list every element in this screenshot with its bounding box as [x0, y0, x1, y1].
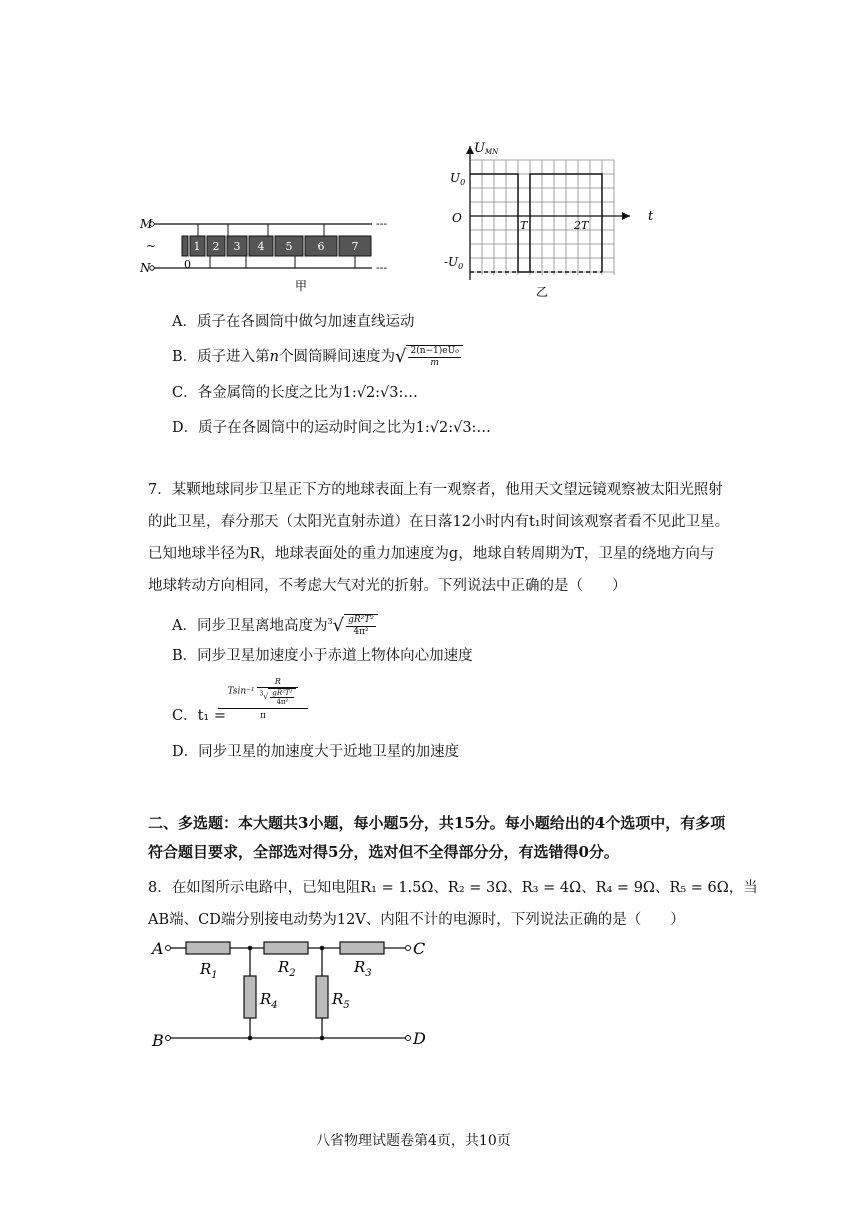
q6-option-b-prefix: B．质子进入第: [172, 349, 270, 365]
resistor-r3: [340, 942, 384, 954]
terminal-B: B: [152, 1031, 164, 1050]
tick-T: T: [520, 219, 528, 232]
sqrt-sign: √: [332, 614, 345, 636]
label-origin: O: [452, 211, 462, 225]
section-2-line-1: 二、多选题：本大题共3小题，每小题5分，共15分。每小题给出的4个选项中，有多项: [148, 814, 726, 832]
q6-option-a: A．质子在各圆筒中做匀加速直线运动: [172, 314, 415, 330]
inner-inner-denominator: 4π²: [276, 698, 289, 706]
q7-option-a: [172, 612, 378, 638]
tube-number: 4: [257, 240, 265, 253]
q7-stem-line-1: 7．某颗地球同步卫星正下方的地球表面上有一观察者，他用天文望远镜观察被太阳光照射: [148, 482, 723, 498]
dash-bottom: ---: [376, 261, 388, 274]
fraction-numerator: 2(n−1)eU₀: [410, 346, 459, 356]
tube-number: 1: [193, 240, 201, 253]
q6-option-b-mid: 个圆筒瞬间速度为: [279, 349, 395, 365]
figure-yi-caption: 乙: [536, 285, 549, 299]
dash-top: ---: [376, 217, 388, 230]
q6-option-b: [172, 345, 463, 369]
figure-jia-caption: 甲: [295, 279, 308, 293]
section-2-line-2: 符合题目要求，全部选对得5分，选对但不全得部分分，有选错得0分。: [148, 843, 619, 861]
label-neg-U0: $-U_0$: [444, 255, 464, 271]
sqrt-sign: √: [395, 346, 407, 367]
label-R5: $R_5$: [332, 990, 350, 1011]
q7-stem-line-4: 地球转动方向相同，不考虑大气对光的折射。下列说法中正确的是（ ）: [148, 578, 627, 594]
q7-stem-line-2: 的此卫星，春分那天（太阳光直射赤道）在日落12小时内有t₁时间该观察者看不见此卫星。: [148, 514, 730, 530]
terminal-D: D: [413, 1029, 426, 1048]
label-R1: $R_1$: [200, 960, 218, 981]
root-index: 3: [327, 617, 333, 626]
fraction-numerator: gR²T²: [348, 614, 374, 625]
label-N: N: [140, 261, 151, 275]
inner-numerator: R: [257, 676, 298, 688]
q6-option-c: C．各金属筒的长度之比为1:√2:√3:…: [172, 385, 418, 401]
circuit-diagram: [148, 932, 438, 1052]
label-M: M: [140, 217, 153, 231]
q7-option-a-prefix: A．同步卫星离地高度为: [172, 617, 328, 634]
tube-number: 3: [233, 240, 241, 253]
resistor-r4: [244, 976, 256, 1018]
q8-stem-line-2: AB端、CD端分别接电动势为12V、内阻不计的电源时，下列说法正确的是（ ）: [148, 912, 685, 928]
tube-number: 2: [212, 240, 220, 253]
root-index: 3: [259, 690, 264, 698]
q7-option-d: D．同步卫星的加速度大于近地卫星的加速度: [172, 744, 460, 760]
q7-option-c-fraction: [218, 676, 308, 723]
fraction-denominator: 4π²: [353, 626, 369, 637]
inner-inner-fraction: [270, 689, 294, 706]
resistor-r1: [186, 942, 230, 954]
q7-option-b: B．同步卫星加速度小于赤道上物体向心加速度: [172, 648, 473, 664]
figure-yi: [440, 140, 660, 300]
fraction-top: Tsin⁻¹: [227, 686, 255, 697]
label-R4: $R_4$: [260, 990, 278, 1011]
label-ac-source: ~: [146, 239, 157, 253]
q6-option-d: D．质子在各圆筒中的运动时间之比为1:√2:√3:…: [172, 420, 491, 436]
q7-stem-line-3: 已知地球半径为R，地球表面处的重力加速度为g，地球自转周期为T，卫星的绕地方向与: [148, 546, 715, 562]
q7-option-a-fraction: [346, 615, 376, 638]
tube-number: 5: [285, 240, 293, 253]
page-footer: 八省物理试题卷第4页，共10页: [316, 1133, 511, 1149]
tick-2T: 2T: [574, 219, 589, 232]
x-axis-label: t: [648, 209, 654, 224]
inner-inner-numerator: gR²T²: [272, 689, 293, 697]
q6-option-b-n: n: [269, 349, 279, 365]
tube-number: 7: [351, 240, 359, 253]
terminal-A: A: [152, 939, 164, 958]
fraction-denominator: π: [260, 711, 266, 721]
q8-stem-line-1: 8．在如图所示电路中，已知电阻R₁ = 1.5Ω、R₂ = 3Ω、R₃ = 4Ω、R₄ = 9Ω、R₅ = 6Ω，当: [148, 880, 758, 896]
y-axis-label: UMN: [474, 141, 499, 156]
q7-option-c-prefix: C．t₁ =: [172, 708, 226, 724]
fraction-denominator: m: [430, 358, 439, 368]
label-R2: $R_2$: [278, 958, 296, 979]
resistor-r2: [264, 942, 308, 954]
tube-number: 6: [317, 240, 325, 253]
label-R3: $R_3$: [354, 958, 372, 979]
terminal-C: C: [413, 939, 426, 958]
q7-option-c: [172, 676, 372, 736]
label-U0: $U_0$: [450, 171, 466, 187]
figure-jia: [140, 212, 410, 294]
resistor-r5: [316, 976, 328, 1018]
inner-fraction: R $^3$√ $\frac{\text{gR²T²}}{\text{4π²}}$: [257, 676, 298, 706]
q6-option-b-fraction: [408, 346, 460, 369]
label-zero: 0: [184, 258, 191, 271]
